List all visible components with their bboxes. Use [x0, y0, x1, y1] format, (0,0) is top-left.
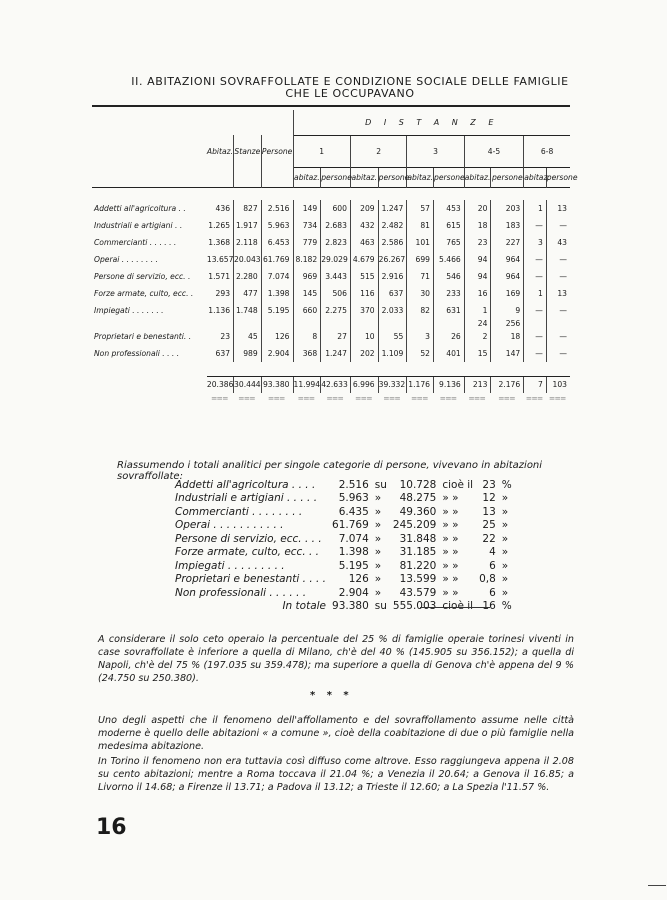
summary-b: 49.360 [399, 505, 437, 518]
table-cell: 26.267 [378, 251, 407, 268]
table-cell: 827 [234, 200, 262, 217]
table-cell: 183 [491, 217, 524, 234]
table-cell: 3.443 [321, 268, 351, 285]
table-cell [261, 319, 293, 328]
table-cell: — [524, 217, 547, 234]
table-cell: 2 [464, 328, 491, 345]
summary-b: 245.209 [392, 519, 437, 532]
table-cell: 23 [220, 332, 231, 341]
row-category: Commercianti . . . . . . [94, 238, 177, 247]
group-3: 3 [407, 135, 464, 167]
summary-total-w: su [374, 600, 387, 613]
table-cell: 1.368 [208, 238, 231, 247]
summary-d: 6 [489, 559, 496, 572]
table-cell [350, 319, 378, 328]
table-cell: 8 [293, 328, 321, 345]
table-cell: 30 [407, 285, 434, 302]
table-cell: 233 [434, 285, 465, 302]
table-cell [321, 319, 351, 328]
table-cell: 10 [350, 328, 378, 345]
sub-persone: persone [434, 167, 465, 187]
summary-d: 23 [482, 478, 496, 491]
summary-w: » [374, 559, 382, 572]
table-cell: 2.516 [261, 200, 293, 217]
table-row [92, 302, 570, 319]
summary-a: 1.398 [338, 546, 369, 559]
table-row [92, 234, 570, 251]
group-header-di-stanze: D I S T A N Z E [293, 110, 570, 135]
table-cell: 637 [215, 349, 231, 358]
total-cell: 1.176 [407, 376, 434, 393]
sub-persone: persone [546, 167, 570, 187]
table-cell: 637 [378, 285, 407, 302]
col-header-abitaz: Abitaz. [206, 146, 234, 156]
summary-row [172, 586, 515, 600]
table-cell: 293 [215, 289, 231, 298]
table-cell: 27 [321, 328, 351, 345]
table-cell: 203 [491, 200, 524, 217]
table-cell [207, 319, 234, 328]
summary-d: 22 [482, 532, 496, 545]
summary-row [172, 505, 515, 519]
col-header-persone: Persone [261, 135, 293, 167]
sub-abitaz: abitaz. [293, 167, 321, 187]
table-cell: 734 [293, 217, 321, 234]
summary-a: 61.769 [332, 519, 369, 532]
summary-c: » » [442, 586, 459, 599]
table-cell: 660 [293, 302, 321, 319]
summary-total-d: 16 [482, 600, 496, 613]
summary-a: 7.074 [338, 532, 369, 545]
table-title-line-1: II. ABITAZIONI SOVRAFFOLLATE E CONDIZIONE SOCIALE DELLE FAMIGLIE [131, 75, 569, 88]
summary-label: Impiegati . . . . . . . . . [175, 559, 285, 572]
row-category: Addetti all'agricoltura . . [94, 204, 186, 213]
summary-a: 2.516 [338, 478, 369, 491]
row-category: Forze armate, culto, ecc. . [94, 289, 194, 298]
table-cell: — [546, 345, 570, 362]
summary-a: 6.435 [338, 505, 369, 518]
table-cell: 29.029 [321, 251, 351, 268]
summary-b: 31.848 [399, 532, 437, 545]
table-cell: 13 [546, 285, 570, 302]
table-row [92, 251, 570, 268]
table-cell: 202 [350, 345, 378, 362]
table-cell: 453 [434, 200, 465, 217]
table-cell: 61.769 [261, 251, 293, 268]
table-cell: 5.466 [434, 251, 465, 268]
table-cell: 2.118 [234, 234, 262, 251]
table-cell: 477 [234, 285, 262, 302]
table-cell: 546 [434, 268, 465, 285]
total-cell: 20.386 [207, 376, 234, 393]
group-4-5: 4-5 [464, 135, 523, 167]
table-cell: 1.136 [208, 306, 231, 315]
summary-label: Commercianti . . . . . . . . [175, 505, 303, 518]
summary-row [172, 559, 515, 573]
table-cell: 71 [407, 268, 434, 285]
table-cell: 4.679 [350, 251, 378, 268]
table-cell: 52 [407, 345, 434, 362]
table-cell: 227 [491, 234, 524, 251]
table-cell: 2.275 [321, 302, 351, 319]
table-cell: 600 [321, 200, 351, 217]
table-cell: — [546, 251, 570, 268]
total-cell: 9.136 [434, 376, 465, 393]
table-cell: 1.748 [234, 302, 262, 319]
sub-abitaz: abitaz. [464, 167, 491, 187]
sub-persone: persone [378, 167, 407, 187]
summary-a: 2.904 [338, 586, 369, 599]
table-cell: 24 [464, 319, 491, 328]
summary-b: 10.728 [399, 478, 437, 491]
table-cell: 2.916 [378, 268, 407, 285]
table-cell: 1.398 [261, 285, 293, 302]
summary-label: Proprietari e benestanti . . . . [175, 573, 327, 586]
row-category: Industriali e artigiani . . [94, 221, 183, 230]
summary-w: » [374, 546, 382, 559]
table-cell: 169 [491, 285, 524, 302]
summary-e: % [501, 478, 512, 491]
summary-total-c: cioè il [442, 600, 474, 613]
summary-label: Industriali e artigiani . . . . . [175, 492, 318, 505]
table-cell: 116 [350, 285, 378, 302]
table-cell: 43 [546, 234, 570, 251]
table-cell: 18 [491, 328, 524, 345]
table-cell: 370 [350, 302, 378, 319]
summary-b: 13.599 [399, 573, 437, 586]
table-cell: — [546, 217, 570, 234]
summary-label: Persone di servizio, ecc. . . . [175, 532, 322, 545]
paragraph-shared-housing: Uno degli aspetti che il fenomeno dell'affollamento e del sovraffollamento assume nelle città moderne è quello delle abitazioni « a comune », cioè della coabitazione di due o più famiglie nella medesima abitazione. [98, 715, 574, 752]
table-cell: — [524, 268, 547, 285]
table-cell: 149 [293, 200, 321, 217]
summary-w: » [374, 532, 382, 545]
summary-label: Non professionali . . . . . . [175, 586, 307, 599]
table-cell: 9 [491, 302, 524, 319]
summary-table [172, 478, 515, 613]
table-cell: 256 [491, 319, 524, 328]
table-cell: 1.265 [208, 221, 231, 230]
group-6-8: 6-8 [524, 135, 570, 167]
summary-e: » [501, 492, 509, 505]
summary-c: » » [442, 532, 459, 545]
table-cell: 2.033 [378, 302, 407, 319]
summary-e: » [501, 586, 509, 599]
table-cell: — [546, 268, 570, 285]
row-category: Proprietari e benestanti. . [94, 332, 192, 341]
table-cell: 964 [491, 251, 524, 268]
row-category: Impiegati . . . . . . . [94, 306, 164, 315]
summary-d: 0,8 [479, 573, 496, 586]
summary-c: » » [442, 505, 459, 518]
summary-e: » [501, 519, 509, 532]
table-cell: 55 [378, 328, 407, 345]
table-cell: — [524, 345, 547, 362]
summary-c: » » [442, 573, 459, 586]
table-cell: 765 [434, 234, 465, 251]
table-cell: 26 [434, 328, 465, 345]
summary-d: 12 [482, 492, 496, 505]
summary-w: su [374, 478, 387, 491]
table-cell: 1.247 [378, 200, 407, 217]
group-2: 2 [350, 135, 406, 167]
table-cell: — [524, 302, 547, 319]
table-cell: 15 [464, 345, 491, 362]
table-row [92, 328, 570, 345]
table-cell: 779 [293, 234, 321, 251]
table-cell: 2.904 [261, 345, 293, 362]
table-cell: 147 [491, 345, 524, 362]
table-cell: 5.195 [261, 302, 293, 319]
table-cell: 699 [407, 251, 434, 268]
table-cell: 1 [464, 302, 491, 319]
table-cell: 2.823 [321, 234, 351, 251]
corner-mark [648, 885, 666, 886]
table-cell: 1.571 [208, 272, 231, 281]
table-cell: 401 [434, 345, 465, 362]
total-cell: 39.332 [378, 376, 407, 393]
summary-row [172, 519, 515, 533]
summary-a: 5.963 [338, 492, 369, 505]
table-cell: 94 [464, 251, 491, 268]
section-separator: * * * [310, 690, 353, 701]
table-cell: 57 [407, 200, 434, 217]
summary-a: 126 [348, 573, 369, 586]
table-cell: — [546, 302, 570, 319]
col-header-stanze: Stanze [234, 135, 262, 167]
table-cell: 2.280 [234, 268, 262, 285]
summary-e: » [501, 573, 509, 586]
summary-w: » [374, 519, 382, 532]
summary-b: 81.220 [399, 559, 437, 572]
table-cell: 1 [524, 285, 547, 302]
summary-e: » [501, 546, 509, 559]
total-cell: 6.996 [350, 376, 378, 393]
table-cell [234, 319, 262, 328]
total-cell: 11.994 [293, 376, 321, 393]
table-cell: 969 [293, 268, 321, 285]
table-cell [524, 319, 547, 328]
table-cell: 515 [350, 268, 378, 285]
table-cell [378, 319, 407, 328]
sub-abitaz: abitaz. [407, 167, 434, 187]
table-cell: 3 [524, 234, 547, 251]
summary-b: 31.185 [399, 546, 437, 559]
table-cell: 126 [261, 328, 293, 345]
table-cell: 1.917 [234, 217, 262, 234]
table-cell: — [524, 251, 547, 268]
table-cell: 23 [464, 234, 491, 251]
paragraph-turin-comparison: In Torino il fenomeno non era tuttavia così diffuso come altrove. Esso raggiungeva appena il 2.08 su cento abitazioni; mentre a Roma toccava il 21.04 %; a Venezia il 20.64; a Genova il 16.85; a Livorno il 14.68; a Firenze il 13.71; a Padova il 13.12; a Trieste il 12.60; a La Spezia l'11.57 %. [98, 756, 574, 793]
table-cell: 94 [464, 268, 491, 285]
table-cell: 13.657 [206, 255, 234, 264]
total-cell: 93.380 [261, 376, 293, 393]
table-cell: 1 [524, 200, 547, 217]
table-cell: 436 [215, 204, 231, 213]
sub-abitaz: abitaz. [524, 167, 547, 187]
table-row [92, 319, 570, 328]
table-cell: 7.074 [261, 268, 293, 285]
group-1: 1 [293, 135, 350, 167]
table-total-row [92, 376, 570, 393]
total-cell: 2.176 [491, 376, 524, 393]
table-cell: 145 [293, 285, 321, 302]
summary-label: Operai . . . . . . . . . . . [175, 519, 284, 532]
sub-persone: persone [321, 167, 351, 187]
summary-b: 43.579 [399, 586, 437, 599]
table-cell: 2.683 [321, 217, 351, 234]
table-cell: 101 [407, 234, 434, 251]
row-category: Persone di servizio, ecc. . [94, 272, 191, 281]
row-category: Operai . . . . . . . . [94, 255, 158, 264]
table-cell: 81 [407, 217, 434, 234]
summary-c: » » [442, 492, 459, 505]
table-cell: 13 [546, 200, 570, 217]
table-cell: 631 [434, 302, 465, 319]
table-cell: 368 [293, 345, 321, 362]
paragraph-milan-naples-genoa: A considerare il solo ceto operaio la percentuale del 25 % di famiglie operaie torinesi viventi in case sovraffollate è inferiore a quella di Milano, ch'è del 40 % (145.905 su 356.152); a quella di Napoli, ch'è del 75 % (197.035 su 359.478); ma superiore a quella di Genova ch'è appena del 9 % (24.750 su 250.380). [98, 634, 574, 684]
summary-total-b: 555.003 [392, 600, 437, 613]
table-cell: 18 [464, 217, 491, 234]
table-row [92, 345, 570, 362]
table-row [92, 217, 570, 234]
table-cell: 506 [321, 285, 351, 302]
table-cell: — [546, 328, 570, 345]
summary-d: 6 [489, 586, 496, 599]
summary-e: » [501, 505, 509, 518]
table-cell: 45 [234, 328, 262, 345]
summary-c: » » [442, 559, 459, 572]
summary-d: 4 [489, 546, 496, 559]
table-cell: 989 [234, 345, 262, 362]
total-cell: 7 [524, 376, 547, 393]
table-cell: 209 [350, 200, 378, 217]
row-category [92, 319, 207, 328]
summary-w: » [374, 586, 382, 599]
sub-persone: persone [491, 167, 524, 187]
table-cell: 1.247 [321, 345, 351, 362]
sub-abitaz: abitaz. [350, 167, 378, 187]
table-cell: 20 [464, 200, 491, 217]
summary-row [172, 573, 515, 587]
table-cell: 2.482 [378, 217, 407, 234]
summary-d: 25 [482, 519, 496, 532]
summary-label: Forze armate, culto, ecc. . . [175, 546, 320, 559]
table-cell: 5.963 [261, 217, 293, 234]
summary-w: » [374, 505, 382, 518]
row-category: Non professionali . . . . [94, 349, 180, 358]
summary-total-label: In totale [282, 600, 327, 613]
table-cell: — [524, 328, 547, 345]
total-cell: 213 [464, 376, 491, 393]
summary-c: » » [442, 546, 459, 559]
table-cell [434, 319, 465, 328]
summary-b: 48.275 [399, 492, 437, 505]
summary-row [172, 492, 515, 506]
summary-row [172, 546, 515, 560]
statistics-table: D I S T A N Z E Abitaz. Stanze Persone 1 2 3 4-5 6-8 abitaz. persone abitaz. persone abitaz. persone abitaz. persone abitaz. persone Addetti all'agricoltura . . 436 827 2.516 149 600 209 1.247 57 453 20 203 1 13 Industriali e artigiani . . 1.265 1.917 5.963 734 2.683 432 2.482 81 615 18 183 — — Commercianti . . . . . . 1.368 2.118 6.453 779 2.823 463 2.586 101 765 23 227 3 43 Operai . . . . . . . . 13.657 20.043 61.769 8.182 29.029 4.679 26.267 699 5.466 94 964 — — Persone di servizio, ecc. . 1.571 2.280 7.074 969 3.443 515 2.916 71 546 94 964 — — Forze armate, culto, ecc. . 293 477 1.398 145 506 116 637 30 233 16 169 1 13 Impiegati . . . . . . . 1.136 1.748 5.195 660 2.275 370 2.033 82 631 1 9 — — 24 256 Proprietari e benestanti. . 23 45 126 8 27 10 55 3 26 2 18 — — Non professionali . . . . 637 989 2.904 368 1.247 202 1.109 52 401 15 147 — — 20.386 30.444 93.380 11.994 42.633 6.996 39.332 1.176 9.136 213 2.176 7 103 ═══ ═══ ═══ ═══ ═══ ═══ ═══ ═══ ═══ ═══ ═══ ═══ ═══ [92, 105, 570, 403]
summary-w: » [374, 573, 382, 586]
total-cell: 42.633 [321, 376, 351, 393]
total-cell: 30.444 [234, 376, 262, 393]
table-cell [293, 319, 321, 328]
summary-c: cioè il [442, 478, 474, 491]
table-cell: 8.182 [293, 251, 321, 268]
table-cell: 20.043 [234, 251, 262, 268]
table-cell: 6.453 [261, 234, 293, 251]
table-cell: 1.109 [378, 345, 407, 362]
table-row [92, 268, 570, 285]
summary-row [172, 532, 515, 546]
summary-e: » [501, 532, 509, 545]
summary-e: » [501, 559, 509, 572]
table-cell: 16 [464, 285, 491, 302]
table-row [92, 285, 570, 302]
table-cell: 432 [350, 217, 378, 234]
table-title-line-2: CHE LE OCCUPAVANO [285, 87, 415, 100]
summary-total-a: 93.380 [332, 600, 369, 613]
summary-a: 5.195 [338, 559, 369, 572]
table-cell [407, 319, 434, 328]
table-cell: 82 [407, 302, 434, 319]
summary-row [172, 478, 515, 492]
total-cell: 103 [546, 376, 570, 393]
summary-intro: Riassumendo i totali analitici per singole categorie di persone, vivevano in abitazioni sovraffollate: [117, 460, 543, 482]
summary-d: 13 [482, 505, 496, 518]
summary-underline [420, 607, 490, 608]
summary-total-e: % [501, 600, 512, 613]
table-cell [546, 319, 570, 328]
page-number: 16 [96, 815, 127, 840]
table-cell: 964 [491, 268, 524, 285]
summary-c: » » [442, 519, 459, 532]
table-cell: 615 [434, 217, 465, 234]
table-cell: 2.586 [378, 234, 407, 251]
table-cell: 463 [350, 234, 378, 251]
table-cell: 3 [407, 328, 434, 345]
summary-label: Addetti all'agricoltura . . . . [175, 478, 316, 491]
summary-w: » [374, 492, 382, 505]
table-row [92, 200, 570, 217]
